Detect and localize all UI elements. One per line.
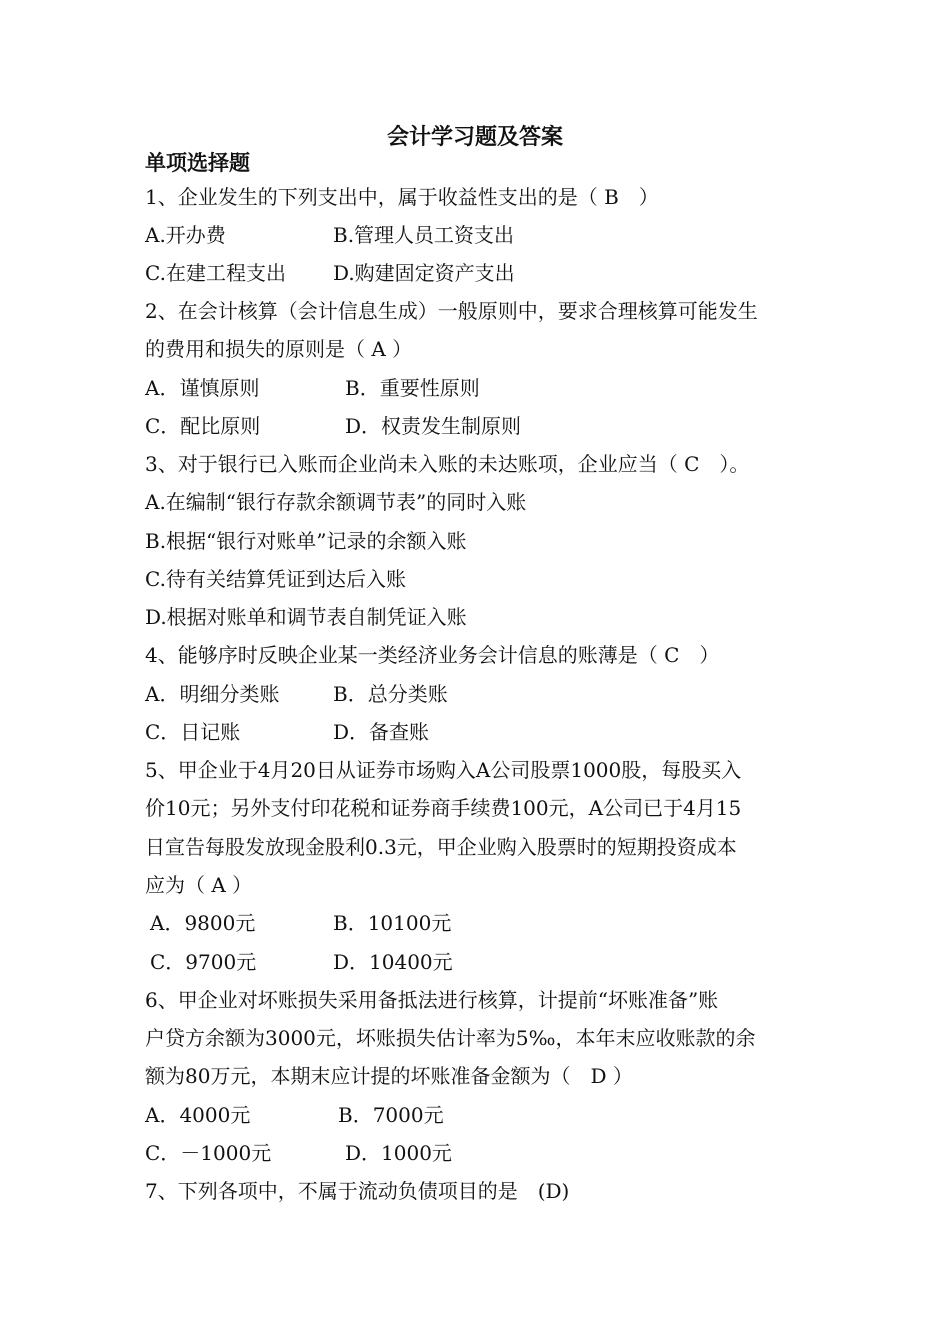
question-2-option-d: D．权责发生制原则: [345, 414, 522, 438]
question-1-option-a: A.开办费: [145, 223, 226, 247]
question-3-option-c: C.待有关结算凭证到达后入账: [145, 567, 406, 591]
question-6-option-d: D．1000元: [345, 1141, 452, 1165]
question-4-text: 4、能够序时反映企业某一类经济业务会计信息的账薄是（ C ）: [145, 643, 720, 667]
question-2-option-c: C．配比原则: [145, 414, 261, 438]
question-5-line-3: 日宣告每股发放现金股利0.3元，甲企业购入股票时的短期投资成本: [145, 835, 737, 859]
question-1-option-b: B.管理人员工资支出: [333, 223, 515, 247]
question-6-line-3: 额为80万元，本期末应计提的坏账准备金额为（ D ）: [145, 1064, 633, 1088]
question-3-option-b: B.根据“银行对账单”记录的余额入账: [145, 529, 467, 553]
question-6-option-c: C．－1000元: [145, 1141, 272, 1165]
question-6-option-a: A．4000元: [145, 1103, 251, 1127]
question-2-line-2: 的费用和损失的原则是（ A ）: [145, 337, 413, 361]
question-5-option-d: D．10400元: [333, 950, 453, 974]
question-5-line-2: 价10元；另外支付印花税和证券商手续费100元，A公司已于4月15: [145, 796, 742, 820]
question-4-option-d: D．备查账: [333, 720, 430, 744]
question-5-option-a: A．9800元: [150, 911, 256, 935]
question-6-line-2: 户贷方余额为3000元，坏账损失估计率为5‰，本年末应收账款的余: [145, 1026, 756, 1050]
question-4-option-b: B．总分类账: [333, 682, 448, 706]
question-2-line-1: 2、在会计核算（会计信息生成）一般原则中，要求合理核算可能发生: [145, 299, 758, 323]
question-1-option-c: C.在建工程支出: [145, 261, 286, 285]
question-3-option-d: D.根据对账单和调节表自制凭证入账: [145, 605, 467, 629]
question-4-option-a: A．明细分类账: [145, 682, 280, 706]
question-4-option-c: C．日记账: [145, 720, 241, 744]
document-title: 会计学习题及答案: [386, 124, 563, 150]
question-5-line-4: 应为（ A ）: [145, 873, 253, 897]
question-1-text: 1、企业发生的下列支出中，属于收益性支出的是（ B ）: [145, 185, 659, 209]
question-3-text: 3、对于银行已入账而企业尚未入账的未达账项，企业应当（ C ）。: [145, 452, 750, 476]
question-6-option-b: B．7000元: [338, 1103, 444, 1127]
question-3-option-a: A.在编制“银行存款余额调节表”的同时入账: [145, 490, 527, 514]
section-heading: 单项选择题: [145, 150, 250, 175]
question-7-text: 7、下列各项中，不属于流动负债项目的是 (D): [145, 1179, 570, 1203]
question-5-option-c: C．9700元: [150, 950, 257, 974]
question-1-option-d: D.购建固定资产支出: [333, 261, 515, 285]
question-5-line-1: 5、甲企业于4月20日从证券市场购入A公司股票1000股，每股买入: [145, 758, 742, 782]
question-2-option-b: B．重要性原则: [345, 376, 480, 400]
question-5-option-b: B．10100元: [333, 911, 452, 935]
question-6-line-1: 6、甲企业对坏账损失采用备抵法进行核算，计提前“坏账准备”账: [145, 988, 719, 1012]
question-2-option-a: A．谨慎原则: [145, 376, 260, 400]
